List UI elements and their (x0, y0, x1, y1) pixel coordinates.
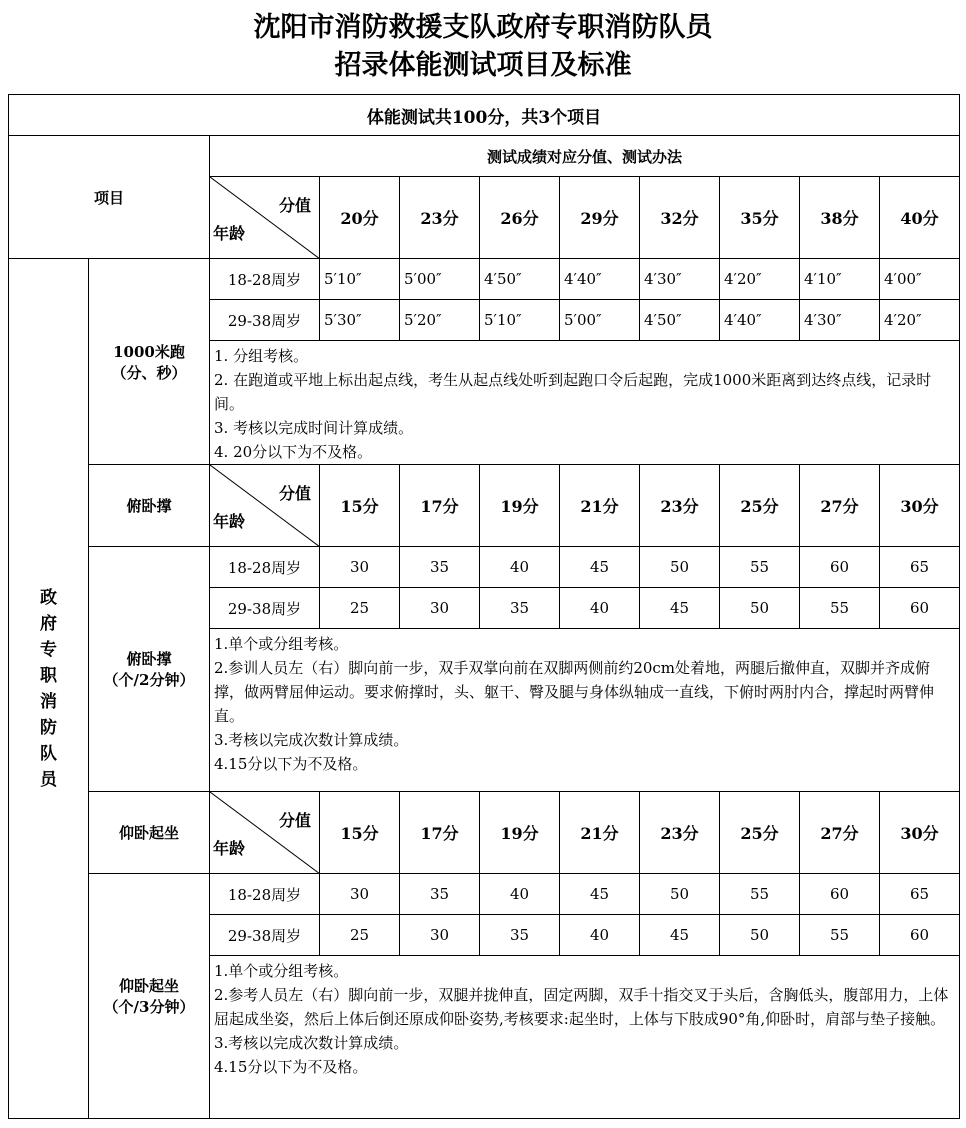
age-range: 18-28周岁 (210, 259, 320, 300)
run-value: 5′10″ (320, 259, 400, 300)
age-range: 29-38周岁 (210, 588, 320, 629)
diag-score-label: 分值 (278, 811, 311, 830)
pushup-score: 15分 (320, 465, 400, 547)
situp-value: 35 (480, 915, 560, 956)
pushup-score: 23分 (640, 465, 720, 547)
score-age-diagonal-header (210, 792, 320, 874)
score-age-diagonal-header (210, 177, 320, 259)
situp-value: 50 (640, 874, 720, 915)
pushup-value: 45 (560, 547, 640, 588)
situp-value: 40 (480, 874, 560, 915)
run-score: 40分 (880, 177, 960, 259)
scores-method-header: 测试成绩对应分值、测试办法 (210, 136, 960, 177)
pushup-score: 17分 (400, 465, 480, 547)
situp-value: 30 (400, 915, 480, 956)
diagonal-line (210, 792, 320, 874)
pushup-value: 40 (480, 547, 560, 588)
situp-value: 60 (800, 874, 880, 915)
situp-value: 40 (560, 915, 640, 956)
pushup-value: 60 (880, 588, 960, 629)
run-method: 1. 分组考核。 2. 在跑道或平地上标出起点线，考生从起点线处听到起跑口令后起跑，完成1000米距离到达终点线，记录时间。 3. 考核以完成时间计算成绩。 4. 20分以下为不及格。 (210, 341, 960, 465)
pushup-value: 45 (640, 588, 720, 629)
run-value: 5′30″ (320, 300, 400, 341)
run-value: 5′00″ (400, 259, 480, 300)
run-value: 4′40″ (720, 300, 800, 341)
pushup-value: 40 (560, 588, 640, 629)
run-score: 29分 (560, 177, 640, 259)
situp-value: 35 (400, 874, 480, 915)
run-value: 4′30″ (800, 300, 880, 341)
page-title-line2: 招录体能测试项目及标准 (334, 50, 632, 81)
situp-header-name: 仰卧起坐 (89, 792, 210, 874)
situp-score: 27分 (800, 792, 880, 874)
pushup-header-name: 俯卧撑 (89, 465, 210, 547)
run-score: 38分 (800, 177, 880, 259)
pushup-score: 25分 (720, 465, 800, 547)
standards-table (8, 94, 960, 1119)
pushup-score: 30分 (880, 465, 960, 547)
run-value: 5′10″ (480, 300, 560, 341)
run-score: 23分 (400, 177, 480, 259)
diag-age-label: 年龄 (213, 224, 246, 243)
situp-score: 23分 (640, 792, 720, 874)
pushup-value: 50 (720, 588, 800, 629)
pushup-item-name: 俯卧撑 （个/2分钟） (89, 547, 210, 792)
page-title-line1: 沈阳市消防救援支队政府专职消防队员 (253, 12, 713, 43)
age-range: 18-28周岁 (210, 874, 320, 915)
diagonal-line (210, 177, 320, 259)
run-score: 20分 (320, 177, 400, 259)
diagonal-line (210, 465, 320, 547)
situp-item-name: 仰卧起坐 （个/3分钟） (89, 874, 210, 1119)
situp-value: 60 (880, 915, 960, 956)
situp-score: 19分 (480, 792, 560, 874)
run-value: 4′30″ (640, 259, 720, 300)
pushup-value: 55 (720, 547, 800, 588)
project-header: 项目 (9, 136, 210, 259)
pushup-value: 50 (640, 547, 720, 588)
run-value: 4′00″ (880, 259, 960, 300)
situp-value: 65 (880, 874, 960, 915)
situp-value: 30 (320, 874, 400, 915)
situp-score: 21分 (560, 792, 640, 874)
diag-age-label: 年龄 (213, 512, 246, 531)
situp-score: 30分 (880, 792, 960, 874)
run-value: 4′40″ (560, 259, 640, 300)
score-age-diagonal-header (210, 465, 320, 547)
pushup-score: 27分 (800, 465, 880, 547)
pushup-value: 65 (880, 547, 960, 588)
run-value: 4′50″ (480, 259, 560, 300)
pushup-value: 25 (320, 588, 400, 629)
run-value: 5′20″ (400, 300, 480, 341)
run-score: 26分 (480, 177, 560, 259)
pushup-value: 30 (320, 547, 400, 588)
situp-value: 55 (800, 915, 880, 956)
run-score: 32分 (640, 177, 720, 259)
situp-score: 25分 (720, 792, 800, 874)
run-value: 4′20″ (720, 259, 800, 300)
age-range: 29-38周岁 (210, 300, 320, 341)
pushup-value: 35 (400, 547, 480, 588)
run-value: 4′50″ (640, 300, 720, 341)
situp-method: 1.单个或分组考核。 2.参考人员左（右）脚向前一步，双腿并拢伸直，固定两脚，双手十指交叉于头后，含胸低头，腹部用力，上体屈起成坐姿，然后上体后倒还原成仰卧姿势,考核要求:起坐时，上体与下肢成90°角,仰卧时，肩部与垫子接触。 3.考核以完成次数计算成绩。 4.15分以下为不及格。 (210, 956, 960, 1119)
situp-score: 17分 (400, 792, 480, 874)
pushup-value: 35 (480, 588, 560, 629)
diag-score-label: 分值 (278, 196, 311, 215)
run-score: 35分 (720, 177, 800, 259)
situp-value: 55 (720, 874, 800, 915)
pushup-value: 55 (800, 588, 880, 629)
summary-header: 体能测试共100分，共3个项目 (9, 95, 960, 136)
diag-age-label: 年龄 (213, 839, 246, 858)
situp-value: 25 (320, 915, 400, 956)
situp-value: 45 (560, 874, 640, 915)
run-item-name: 1000米跑 （分、秒） (89, 259, 210, 465)
pushup-score: 19分 (480, 465, 560, 547)
diag-score-label: 分值 (278, 484, 311, 503)
pushup-value: 60 (800, 547, 880, 588)
run-value: 4′20″ (880, 300, 960, 341)
run-value: 5′00″ (560, 300, 640, 341)
pushup-method: 1.单个或分组考核。 2.参训人员左（右）脚向前一步，双手双掌向前在双脚两侧前约20cm处着地，两腿后撤伸直，双脚并齐成俯撑，做两臂屈伸运动。要求俯撑时，头、躯干、臀及腿与身体纵轴成一直线，下俯时两肘内合，撑起时两臂伸直。 3.考核以完成次数计算成绩。 4.15分以下为不及格。 (210, 629, 960, 792)
pushup-score: 21分 (560, 465, 640, 547)
run-value: 4′10″ (800, 259, 880, 300)
group-label: 政 府 专 职 消 防 队 员 (9, 259, 89, 1119)
situp-value: 50 (720, 915, 800, 956)
pushup-value: 30 (400, 588, 480, 629)
situp-score: 15分 (320, 792, 400, 874)
age-range: 29-38周岁 (210, 915, 320, 956)
situp-value: 45 (640, 915, 720, 956)
age-range: 18-28周岁 (210, 547, 320, 588)
